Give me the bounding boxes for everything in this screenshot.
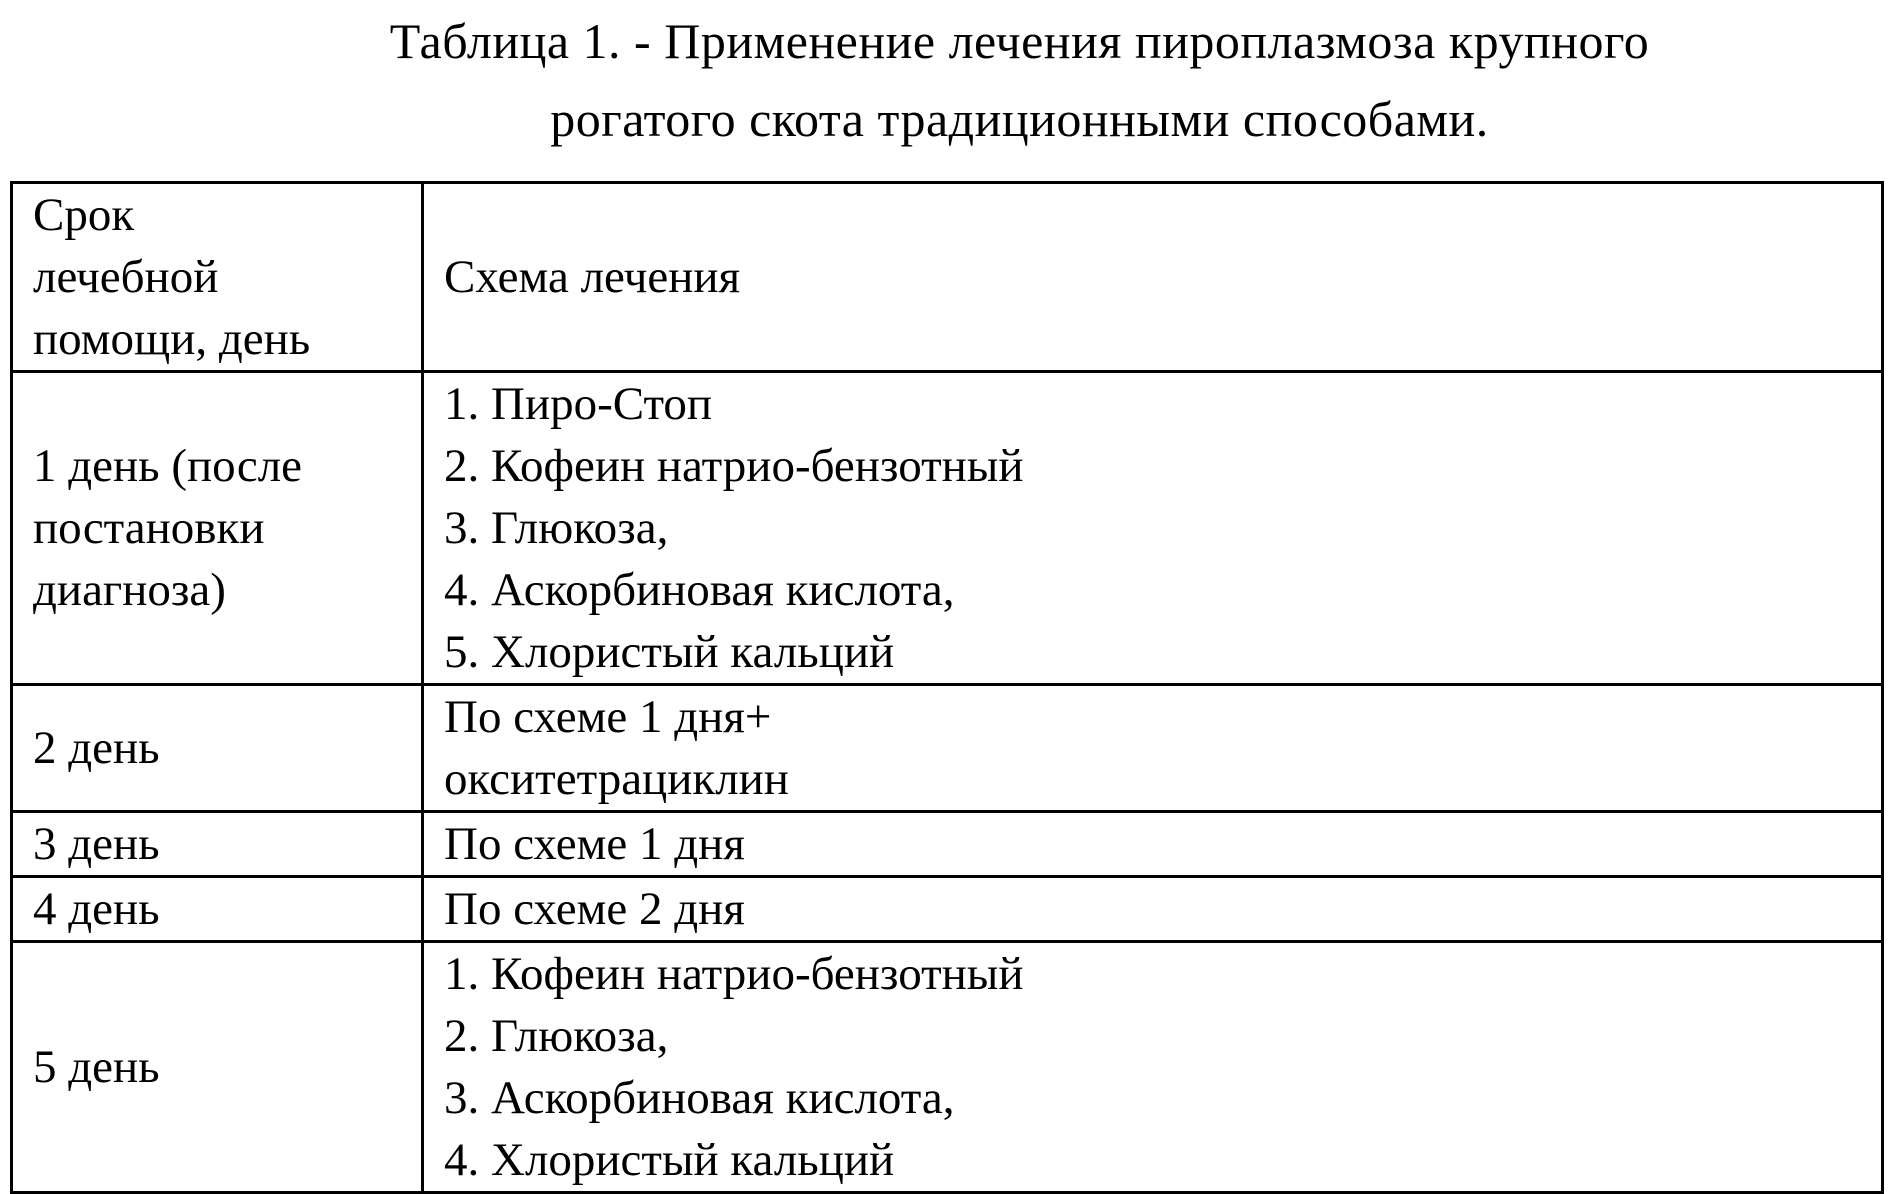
period-line: диагноза) <box>33 564 226 616</box>
period-cell <box>12 942 423 1193</box>
scheme-item: 4. Хлористый кальций <box>444 1134 895 1186</box>
scheme-cell <box>423 877 1883 942</box>
table-row-day-5 <box>12 942 1883 1193</box>
scheme-item: 5. Хлористый кальций <box>444 626 895 678</box>
scheme-item: 2. Кофеин натрио-бензотный <box>444 440 1024 492</box>
period-line: 3 день <box>33 818 160 870</box>
table-header-row <box>12 183 1883 372</box>
table-caption-line-1: Таблица 1. - Применение лечения пироплазмоза крупного <box>389 13 1650 69</box>
period-cell <box>12 372 423 685</box>
scheme-cell <box>423 372 1883 685</box>
scheme-item: 2. Глюкоза, <box>444 1010 669 1062</box>
header-period-cell <box>12 183 423 372</box>
table-row-day-1 <box>12 372 1883 685</box>
scheme-item: По схеме 2 дня <box>444 883 745 935</box>
table-caption <box>0 2 1889 158</box>
scheme-cell <box>423 685 1883 812</box>
header-scheme-label: Схема лечения <box>444 251 741 303</box>
period-cell <box>12 877 423 942</box>
period-line: 4 день <box>33 883 160 935</box>
scheme-item: 3. Глюкоза, <box>444 502 669 554</box>
header-scheme-cell <box>423 183 1883 372</box>
scheme-cell <box>423 812 1883 877</box>
period-line: 1 день (после <box>33 440 303 492</box>
scheme-item: По схеме 1 дня <box>444 818 745 870</box>
period-cell <box>12 812 423 877</box>
table-row-day-3 <box>12 812 1883 877</box>
period-line: 5 день <box>33 1041 160 1093</box>
scheme-item: окситетрациклин <box>444 753 789 805</box>
scheme-item: По схеме 1 дня+ <box>444 691 772 743</box>
period-cell <box>12 685 423 812</box>
period-line: постановки <box>33 502 265 554</box>
header-period-line: Срок <box>33 189 135 241</box>
scheme-cell <box>423 942 1883 1193</box>
header-period-line: помощи, день <box>33 313 311 365</box>
scheme-item: 4. Аскорбиновая кислота, <box>444 564 955 616</box>
period-line: 2 день <box>33 722 160 774</box>
table-caption-line-2: рогатого скота традиционными способами. <box>550 91 1489 147</box>
scheme-item: 1. Пиро-Стоп <box>444 378 713 430</box>
scheme-item: 1. Кофеин натрио-бензотный <box>444 948 1024 1000</box>
treatment-table <box>10 181 1884 1194</box>
scheme-item: 3. Аскорбиновая кислота, <box>444 1072 955 1124</box>
table-row-day-4 <box>12 877 1883 942</box>
header-period-line: лечебной <box>33 251 219 303</box>
table-row-day-2 <box>12 685 1883 812</box>
